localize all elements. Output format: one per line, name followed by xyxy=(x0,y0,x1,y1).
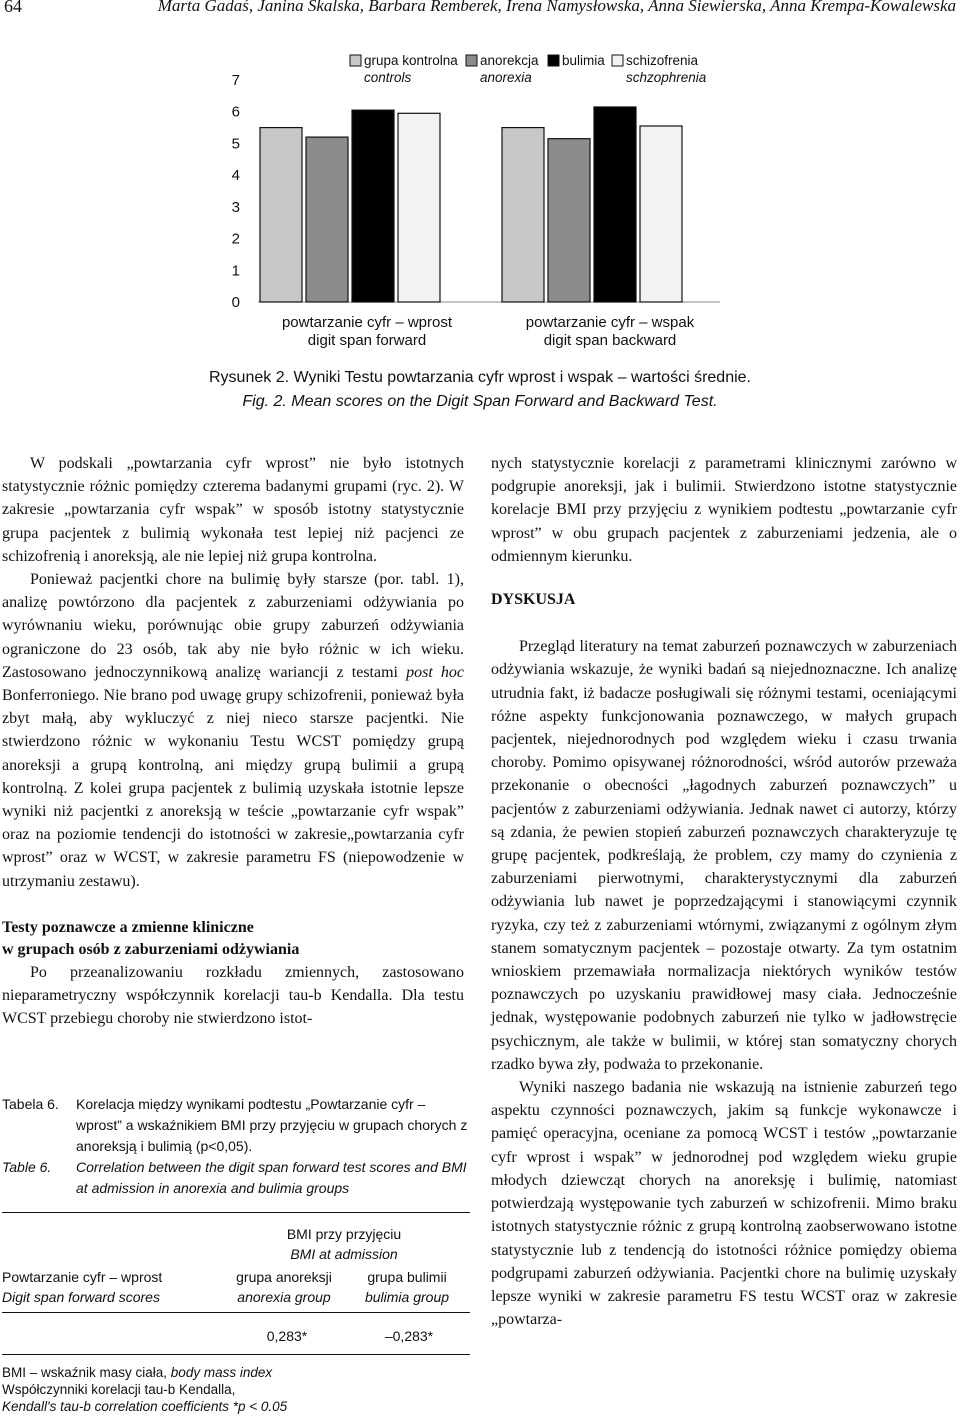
table-row-label xyxy=(2,1267,162,1307)
paragraph xyxy=(2,568,464,893)
section-heading-discussion: DYSKUSJA xyxy=(491,591,576,609)
right-column xyxy=(491,452,957,1331)
bar-0-0 xyxy=(260,128,302,302)
group-header-en: anorexia group xyxy=(237,1289,331,1305)
legend-label: grupa kontrolna xyxy=(364,53,458,68)
table-note xyxy=(2,1364,287,1381)
table-rule xyxy=(2,1212,470,1213)
section-heading-line: w grupach osób z zaburzeniami odżywiania xyxy=(2,940,300,958)
y-tick-label: 0 xyxy=(231,294,240,311)
running-header xyxy=(0,0,960,30)
table-note-italic: body mass index xyxy=(170,1365,273,1380)
table-caption xyxy=(2,1094,472,1199)
paragraph-italic: post hoc xyxy=(406,663,464,681)
y-tick-label: 4 xyxy=(231,167,240,185)
table-caption-text: Correlation between the digit span forward test scores and BMI at admission in anorexia and bulimia groups xyxy=(76,1159,467,1196)
legend-label-en: controls xyxy=(364,70,412,85)
y-tick-label: 6 xyxy=(231,103,240,121)
legend-swatch xyxy=(548,55,559,66)
paragraph-text: Ponieważ pacjentki chore na bulimię były starsze (por. tabl. 1), analizę powtórzono dla pacjentek z zaburzeniami odżywiania po wyrównaniu wieku, porównując obie grupy zaburzeń odżywiania ograniczone do 23 osób, tak aby nie było różnic w ich wieku. Zastosowano jednoczynnikową analizę wariancji z testami xyxy=(2,571,464,681)
legend-label-en: anorexia xyxy=(480,70,532,85)
group-header-pl: grupa bulimii xyxy=(367,1269,447,1285)
table-note: Kendall's tau-b correlation coefficients *p < 0.05 xyxy=(2,1399,288,1414)
bar-1-0 xyxy=(306,137,348,302)
y-tick-label: 3 xyxy=(231,198,240,216)
legend-label-en: schzophrenia xyxy=(626,70,707,85)
table-notes xyxy=(2,1364,287,1415)
category-label-en: digit span backward xyxy=(543,332,677,349)
figure-caption-pl: Rysunek 2. Wyniki Testu powtarzania cyfr wprost i wspak – wartości średnie. xyxy=(209,369,751,386)
legend-swatch xyxy=(466,55,477,66)
table-rule xyxy=(2,1354,470,1355)
table-label: Table 6. xyxy=(2,1159,52,1175)
paragraph: Przegląd literatury na temat zaburzeń poznawczych w zaburzeniach odżywiania wskazuje, że wyniki badań są niejednoznaczne. Ich analizę utrudnia fakt, iż badacze posługiwali się różnymi testami, oceniającymi różne aspekty funkcjonowania poznawczego, w małych grupach pacjentek, niejednorodnych pod względem wieku i czasu trwania choroby. Pomimo opisywanej różnorodności, wśród autorów przeważa przekonanie o obecności „łagodnych zaburzeń poznawczych” u pacjentów z zaburzeniami odżywiania. Jednak nawet ci autorzy, którzy są zdania, że pewien stopień zaburzeń poznawczych charakteryzuje tę grupę pacjentek, podkreślają, że problem, czy mamy do czynienia z zaburzeniami pierwotnymi, charakterystycznymi dla zaburzeń odżywiania lub nawet je poprzedzającymi i stanowiącymi czynnik ryzyka, czy też z zaburzeniami wtórnymi, związanymi z ogólnym złym stanem somatycznym pacjentek – pozostaje otwarty. Za tym ostatnim wnioskiem przemawiała normalizacja niektórych wyników testów poznawczych po uzyskaniu prawidłowej masy ciała. Jednocześnie jednak, występowanie podobnych zaburzeń nie tylko w jadłowstręcie psychicznym, ale także w bulimii, w której stan somatyczny chorych rzadko bywa zły, podważa to przekonanie. xyxy=(491,638,957,1073)
table-caption-pl xyxy=(2,1094,472,1157)
table-caption-text: Korelacja między wynikami podtestu „Powtarzanie cyfr – wprost” a wskaźnikiem BMI przy przyjęciu w grupach chorych z anoreksją i bulimią (p<0,05). xyxy=(76,1096,468,1154)
paragraph: W podskali „powtarzania cyfr wprost” nie było istotnych statystycznie różnic pomiędzy czterema badanymi grupami (ryc. 2). W zakresie „powtarzania cyfr wspak” w sposób istotny statystycznie grupa pacjentek z bulimią wykonała test lepiej niż pacjenci ze schizofrenią i anoreksją, ale nie lepiej niż grupa kontrolna. xyxy=(2,455,464,565)
table-column-header xyxy=(224,1224,464,1264)
table-cell: –0,283* xyxy=(384,1328,434,1344)
left-column xyxy=(2,452,464,1030)
page-number: 64 xyxy=(4,0,22,16)
paragraph: Wyniki naszego badania nie wskazują na istnienie zaburzeń tego aspektu czynności poznawczych, jakim są funkcje wykonawcze i pamięć operacyjna, oceniane za pomocą WCST i testów „powtarzanie cyfr wprost i wspak” w jednorodnej pod względem wieku grupie młodych dziewcząt chorych na anoreksję i bulimię, natomiast potwierdzają występowanie tych zaburzeń w schizofrenii. Mimo braku istotnych statystycznie różnic z grupą kontrolną zaobserwowano istotne statystycznie lub z tendencją do istotności różnice pomiędzy obiema podgrupami zaburzeń odżywiania. Pacjentki chore na bulimię uzyskały lepsze wyniki w zakresie parametru FS testu WCST oraz w zakresie „powtarza- xyxy=(491,1079,957,1329)
bar-1-1 xyxy=(548,139,590,302)
row-label-pl: Powtarzanie cyfr – wprost xyxy=(2,1269,163,1285)
legend-swatch xyxy=(612,55,623,66)
table-group-header xyxy=(224,1267,344,1307)
category-label: powtarzanie cyfr – wprost xyxy=(281,314,453,331)
table-label: Tabela 6. xyxy=(2,1096,59,1112)
paragraph-text: Bonferroniego. Nie brano pod uwagę grupy schizofrenii, ponieważ była zbyt małą, aby wykluczyć z niej nieco starsze pacjentki. Nie stwierdzono różnic w wykonaniu Testu WCST pomiędzy grupą anoreksji a grupą kontrolną, ani między grupą bulimii a grupą kontrolną. Z kolei grupa pacjentek z bulimią uzyskała istotnie lepsze wyniki niż pacjentki z anoreksją w teście „powtarzanie cyfr wspak” oraz na poziomie tendencji do istotności w zakresie„powtarzania cyfr wprost” oraz w WCST, w zakresie parametru FS (niepowodzenie w utrzymaniu zestawu). xyxy=(2,687,464,890)
bar-3-1 xyxy=(640,126,682,302)
section-heading xyxy=(2,917,464,961)
y-tick-label: 7 xyxy=(231,72,240,89)
table-caption-en xyxy=(2,1157,472,1199)
row-label-en: Digit span forward scores xyxy=(2,1289,160,1305)
section-heading-line: Testy poznawcze a zmienne kliniczne xyxy=(2,918,254,936)
bar-3-0 xyxy=(398,113,440,302)
legend-label: schizofrenia xyxy=(626,53,699,68)
category-label-en: digit span forward xyxy=(307,332,427,349)
digit-span-bar-chart xyxy=(0,30,960,364)
bar-0-1 xyxy=(502,128,544,302)
column-header-en: BMI at admission xyxy=(290,1246,398,1262)
table-note: Współczynniki korelacji tau-b Kendalla, xyxy=(2,1382,236,1397)
bar-2-0 xyxy=(352,110,394,302)
y-tick-label: 2 xyxy=(231,230,240,248)
y-tick-label: 5 xyxy=(231,135,240,153)
category-label: powtarzanie cyfr – wspak xyxy=(525,314,695,331)
figure-caption xyxy=(0,366,960,414)
legend-label: bulimia xyxy=(562,53,605,68)
group-header-en: bulimia group xyxy=(364,1289,450,1305)
figure-caption-en: Fig. 2. Mean scores on the Digit Span Forward and Backward Test. xyxy=(242,393,718,410)
column-header-pl: BMI przy przyjęciu xyxy=(286,1226,402,1242)
group-header-pl: grupa anoreksji xyxy=(236,1269,332,1285)
table-note-text: BMI – wskaźnik masy ciała, xyxy=(2,1365,171,1380)
table-group-header xyxy=(348,1267,466,1307)
legend-swatch xyxy=(350,55,361,66)
legend-label: anorekcja xyxy=(480,53,539,68)
paragraph: nych statystycznie korelacji z parametrami klinicznymi zarówno w podgrupie anoreksji, jak i bulimii. Stwierdzono istotne statystycznie korelacje BMI przy przyjęciu z wynikiem podtestu „powtarzanie cyfr wprost” w obu grupach pacjentek z zaburzeniami jedzenia, ale o odmiennym kierunku. xyxy=(491,455,957,565)
table-rule xyxy=(2,1312,470,1313)
bar-2-1 xyxy=(594,107,636,302)
y-tick-label: 1 xyxy=(231,262,240,280)
paragraph: Po przeanalizowaniu rozkładu zmiennych, zastosowano nieparametryczny współczynnik korelacji tau-b Kendalla. Dla testu WCST przebiegu choroby nie stwierdzono istot- xyxy=(2,963,464,1028)
table-cell: 0,283* xyxy=(266,1328,308,1344)
running-authors: Marta Gadaś, Janina Skalska, Barbara Remberek, Irena Namysłowska, Anna Siewierska, Anna Krempa-Kowalewska xyxy=(157,0,956,15)
